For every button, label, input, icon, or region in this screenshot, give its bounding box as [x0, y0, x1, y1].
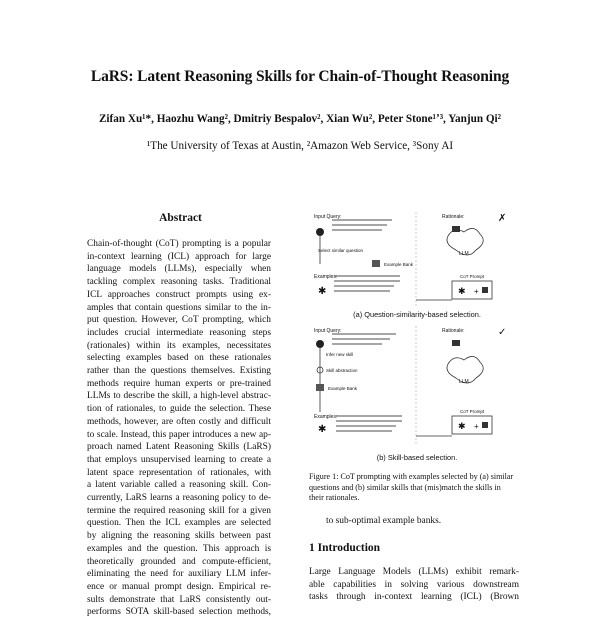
abstract-body-line: question. Then the ICL examples are selected: [87, 518, 271, 529]
abstract-body-line: termine the required reasoning skill for a given: [87, 505, 271, 516]
panel-b-examples-label: Examples:: [314, 414, 338, 420]
panel-a-select-label: Select similar question: [318, 248, 364, 253]
panel-a-input-query: Input Query:: [314, 214, 342, 220]
abstract-body-line: ICL approaches construct prompts using ex-: [87, 289, 271, 300]
abstract-body-line: ence or manual prompt design. Empirical re-: [87, 581, 271, 592]
abstract-heading: Abstract: [159, 212, 202, 224]
abstract-body-line: in-context learning (ICL) approach for large: [87, 251, 271, 262]
cot-star-icon-b: ✱: [458, 421, 466, 431]
abstract-body-line: proach named Latent Reasoning Skills (LaRS): [87, 442, 271, 453]
cot-question-icon: [482, 287, 488, 293]
continuation-text: to sub-optimal example banks.: [326, 516, 442, 526]
panel-a-examples-label: Examples:: [314, 274, 338, 280]
panel-b-rationale-label: Rationale:: [442, 328, 465, 334]
abstract-body-line: methods, however, are often costly and difficult: [87, 416, 271, 427]
abstract-body-line: latent space representation of rationales, with: [87, 467, 271, 478]
introduction-heading: 1 Introduction: [309, 542, 381, 554]
panel-b-infer-label: Infer new skill: [326, 352, 354, 357]
affiliations: ¹The University of Texas at Austin, ²Amazon Web Service, ³Sony AI: [146, 140, 454, 152]
abstract-body-line: by aligning the reasoning skills between past: [87, 531, 271, 542]
fig-cap-line: their rationales.: [309, 493, 360, 503]
abstract-body-line: (rationales) within its examples, necessitates: [87, 340, 271, 351]
abstract-body-line: eliminating the need for auxiliary LLM infer-: [87, 569, 271, 580]
abstract-body-line: methods require human experts or pre-trained: [87, 378, 271, 389]
question-icon-b: [316, 340, 324, 348]
subcaption-a: (a) Question-similarity-based selection.: [353, 310, 481, 319]
panel-b-check-icon: ✓: [498, 327, 507, 338]
subcaption-b: (b) Skill-based selection.: [376, 453, 458, 462]
panel-b-input-query: Input Query:: [314, 328, 342, 334]
intro-body-line: tasks through in-context learning (ICL) (Brown: [309, 592, 519, 603]
cot-plus-icon: +: [474, 287, 479, 296]
question-icon: [316, 228, 324, 236]
panel-b: [314, 326, 506, 446]
abstract-body-line: selecting examples based on these rationales: [87, 353, 271, 364]
figure-caption: [309, 472, 512, 504]
panel-a: [314, 212, 506, 306]
abstract-body-line: LLMs to describe the skill, a high-level abstrac-: [87, 391, 271, 402]
panel-a-rationale-label: Rationale:: [442, 214, 465, 220]
star-icon: ✱: [318, 286, 327, 297]
panel-a-cross-icon: ✗: [498, 213, 507, 224]
abstract-body: [87, 238, 271, 619]
abstract-body-line: sults demonstrate that LaRS consistently out-: [87, 594, 271, 605]
abstract-body-line: rather than the questions themselves. Existing: [87, 366, 271, 377]
panel-a-bank-label: Example Bank: [384, 262, 414, 267]
abstract-body-line: currently, LaRS learns a reasoning policy to de-: [87, 493, 271, 504]
abstract-body-line: examples and the question. This approach is: [87, 543, 271, 554]
example-bank-icon-b: [316, 384, 324, 391]
abstract-body-line: to scale. Instead, this paper introduces a new ap-: [87, 429, 271, 440]
panel-b-skill-label: Skill abstraction: [326, 368, 358, 373]
panel-a-cot-label: CoT Prompt: [460, 274, 485, 279]
figure-1-diagram: [312, 208, 522, 466]
author-list: Zifan Xu¹*, Haozhu Wang², Dmitriy Bespalov², Xian Wu², Peter Stone¹ʼ³, Yanjun Qi²: [98, 113, 502, 125]
abstract-body-line: tackling complex reasoning tasks. Traditional: [87, 277, 271, 288]
abstract-body-line: that employs unsupervised learning to create a: [87, 454, 271, 465]
abstract-body-line: tion of rationales, to guide the selection. These: [87, 404, 271, 415]
abstract-body-line: performs SOTA skill-based selection methods,: [87, 607, 271, 618]
panel-b-bank-label: Example Bank: [328, 386, 358, 391]
cot-plus-icon-b: +: [474, 422, 479, 431]
panel-b-cot-label: CoT Prompt: [460, 409, 485, 414]
abstract-body-line: amples that contain questions similar to the in-: [87, 302, 271, 313]
panel-b-llm-label: LLM: [459, 379, 469, 385]
paper-title: LaRS: Latent Reasoning Skills for Chain-of-Thought Reasoning: [90, 68, 510, 85]
example-bank-icon: [372, 260, 380, 267]
cot-star-icon: ✱: [458, 286, 466, 296]
abstract-body-line: theoretically grounded and compute-efficient,: [87, 556, 271, 567]
abstract-body-line: a latent variable called a reasoning skill. Con-: [87, 480, 271, 491]
intro-body-line: Large Language Models (LLMs) exhibit remark-: [309, 567, 519, 577]
cot-question-icon-b: [482, 422, 488, 428]
abstract-body-line: Chain-of-thought (CoT) prompting is a popular: [87, 239, 271, 249]
abstract-body-line: language models (LLMs), especially when: [87, 264, 271, 275]
rationale-icon-b: [452, 340, 460, 346]
fig-cap-line: questions and (b) similar skills that (mis)match the skills in: [309, 482, 501, 492]
abstract-body-line: includes crucial intermediate reasoning steps: [87, 327, 271, 338]
star-icon-b: ✱: [318, 424, 327, 435]
abstract-body-line: put question. However, CoT prompting, which: [87, 315, 271, 326]
introduction-body: [309, 566, 519, 604]
panel-a-llm-label: LLM: [459, 251, 469, 257]
fig-cap-line: Figure 1: CoT prompting with examples selected by (a) similar: [309, 472, 514, 481]
intro-body-line: able capabilities in solving various downstream: [309, 579, 519, 590]
